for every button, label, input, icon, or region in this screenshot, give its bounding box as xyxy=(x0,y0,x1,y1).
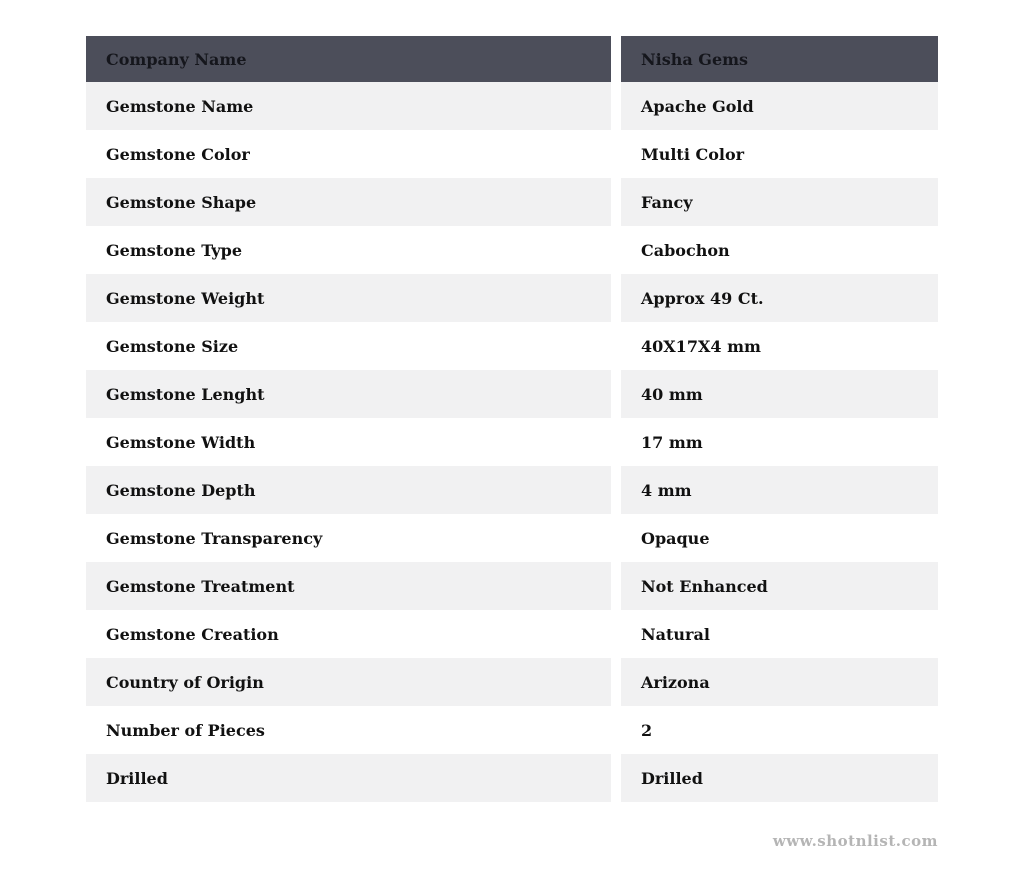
header-company-name: Company Name xyxy=(86,36,611,82)
spec-value: Approx 49 Ct. xyxy=(621,274,938,322)
table-row xyxy=(86,370,938,418)
spec-value: Arizona xyxy=(621,658,938,706)
table-row xyxy=(86,418,938,466)
spec-label: Gemstone Lenght xyxy=(86,370,611,418)
spec-label: Number of Pieces xyxy=(86,706,611,754)
spec-value: Natural xyxy=(621,610,938,658)
table-row xyxy=(86,754,938,802)
spec-value: Apache Gold xyxy=(621,82,938,130)
spec-label: Gemstone Treatment xyxy=(86,562,611,610)
spec-value: 2 xyxy=(621,706,938,754)
table-row xyxy=(86,562,938,610)
spec-label: Gemstone Depth xyxy=(86,466,611,514)
table-row xyxy=(86,274,938,322)
spec-label: Gemstone Type xyxy=(86,226,611,274)
table-row xyxy=(86,82,938,130)
table-row xyxy=(86,322,938,370)
table-row xyxy=(86,706,938,754)
spec-value: 17 mm xyxy=(621,418,938,466)
spec-value: Opaque xyxy=(621,514,938,562)
gemstone-spec-table xyxy=(86,36,938,802)
spec-value: Fancy xyxy=(621,178,938,226)
spec-label: Gemstone Color xyxy=(86,130,611,178)
table-row xyxy=(86,658,938,706)
spec-label: Drilled xyxy=(86,754,611,802)
spec-value: Multi Color xyxy=(621,130,938,178)
spec-label: Country of Origin xyxy=(86,658,611,706)
table-row xyxy=(86,130,938,178)
table-row xyxy=(86,178,938,226)
spec-label: Gemstone Name xyxy=(86,82,611,130)
spec-label: Gemstone Size xyxy=(86,322,611,370)
table-row xyxy=(86,226,938,274)
spec-value: 4 mm xyxy=(621,466,938,514)
table-row xyxy=(86,610,938,658)
spec-label: Gemstone Transparency xyxy=(86,514,611,562)
spec-label: Gemstone Shape xyxy=(86,178,611,226)
spec-value: Drilled xyxy=(621,754,938,802)
table-header-row xyxy=(86,36,938,82)
spec-value: 40X17X4 mm xyxy=(621,322,938,370)
header-company-value: Nisha Gems xyxy=(621,36,938,82)
spec-label: Gemstone Width xyxy=(86,418,611,466)
table-row xyxy=(86,514,938,562)
watermark-text: www.shotnlist.com xyxy=(772,832,938,850)
table-row xyxy=(86,466,938,514)
spec-value: 40 mm xyxy=(621,370,938,418)
spec-value: Not Enhanced xyxy=(621,562,938,610)
spec-label: Gemstone Creation xyxy=(86,610,611,658)
spec-value: Cabochon xyxy=(621,226,938,274)
spec-label: Gemstone Weight xyxy=(86,274,611,322)
